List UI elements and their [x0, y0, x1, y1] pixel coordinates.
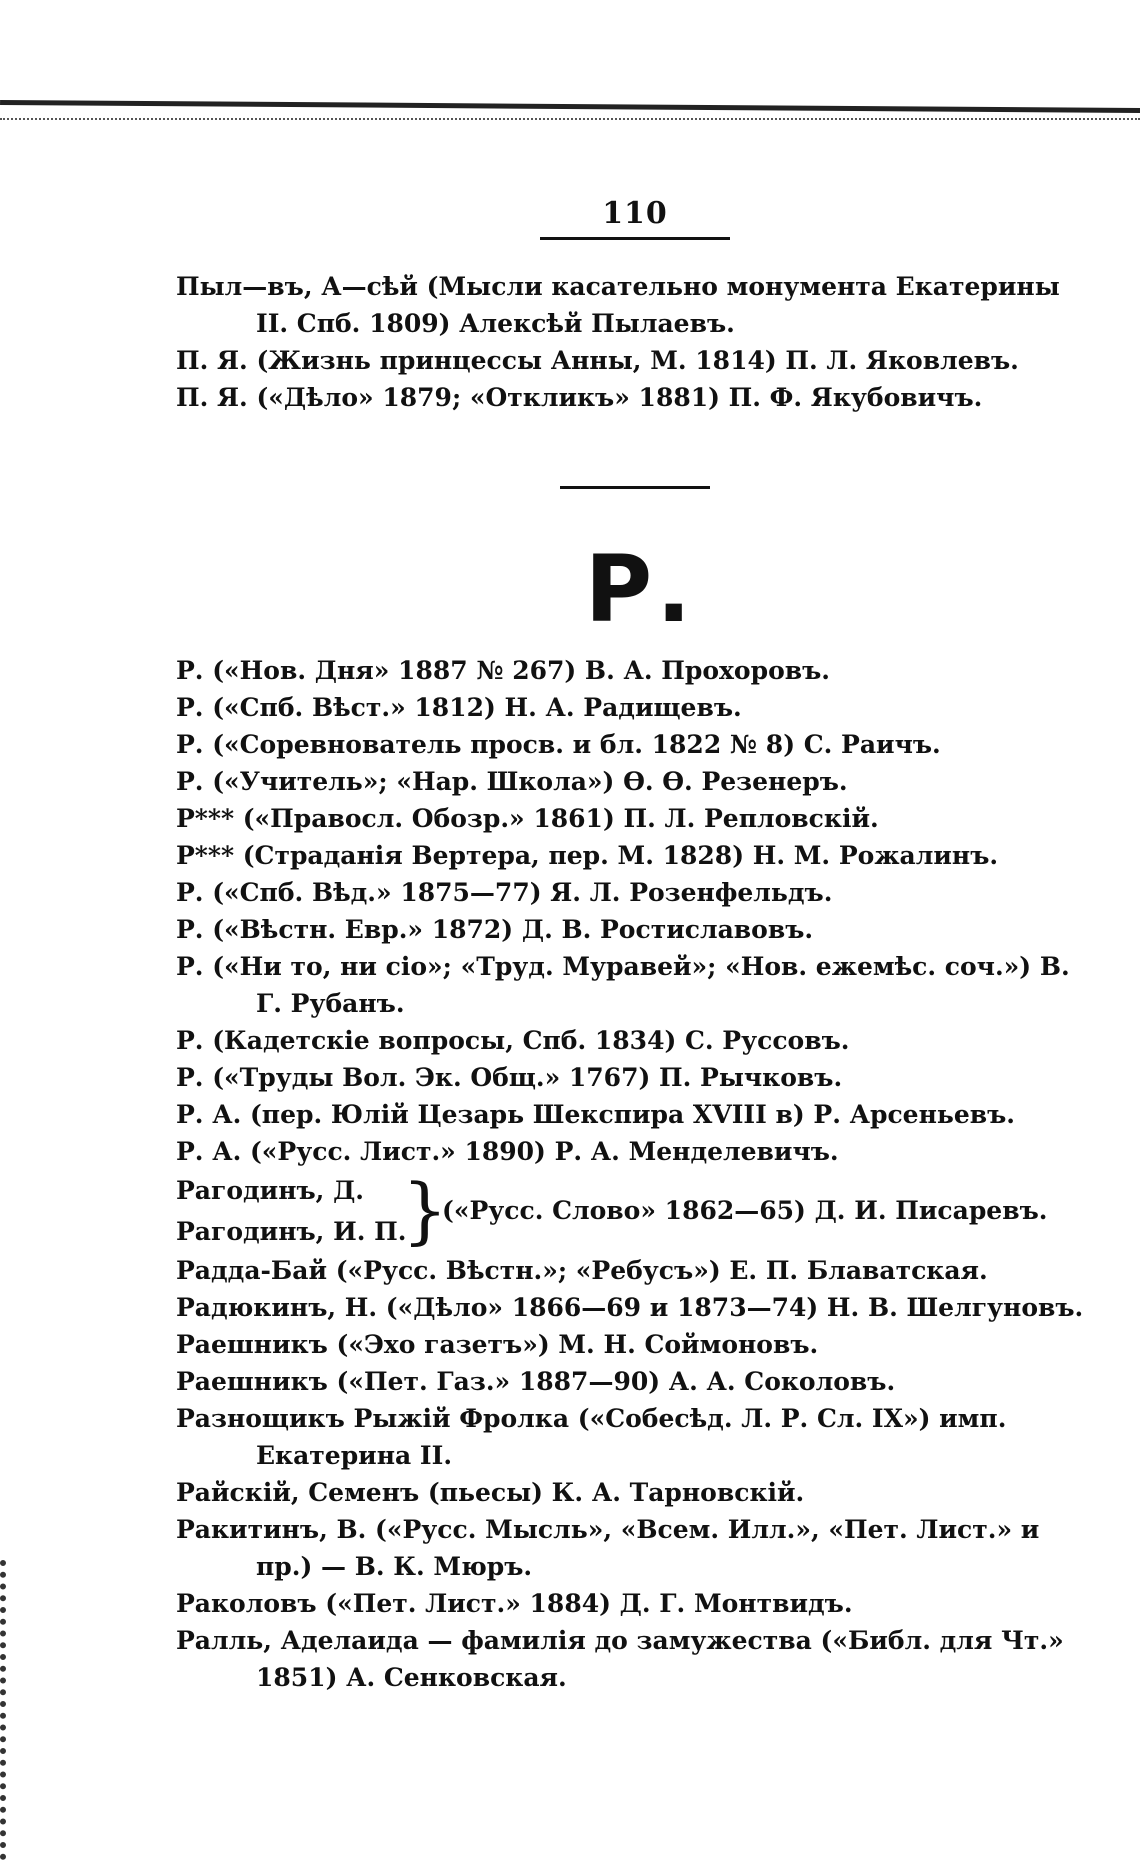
ragodin-names [176, 1170, 406, 1252]
list-item: Радюкинъ, Н. («Дѣло» 1866—69 и 1873—74) Н. В. Шелгуновъ. [176, 1293, 1084, 1322]
list-item: Р. («Спб. Вѣд.» 1875—77) Я. Л. Розенфельдъ. [176, 878, 833, 907]
list-item: Р. («Труды Вол. Эк. Общ.» 1767) П. Рычковъ. [176, 1063, 843, 1092]
top-scan-dots [0, 118, 1140, 120]
ragodin-group [176, 1170, 1096, 1252]
list-item: Ралль, Аделаида — фамилія до замужества («Библ. для Чт.» 1851) А. Сенковская. [176, 1626, 1064, 1692]
left-scan-edge [0, 1560, 16, 1860]
list-item: Р. А. (пер. Юлій Цезарь Шекспира XVIII в) Р. Арсеньевъ. [176, 1100, 1016, 1129]
section-divider [560, 486, 710, 489]
section-heading: Р. [584, 536, 696, 643]
list-item: Р. («Соревнователь просв. и бл. 1822 № 8) С. Раичъ. [176, 730, 941, 759]
list-item: Р. («Вѣстн. Евр.» 1872) Д. В. Ростиславовъ. [176, 915, 814, 944]
list-item: Ракитинъ, В. («Русс. Мысль», «Всем. Илл.», «Пет. Лист.» и пр.) — В. К. Мюръ. [176, 1515, 1040, 1581]
list-item: Р. («Учитель»; «Нар. Школа») Ѳ. Ѳ. Резенеръ. [176, 767, 848, 796]
list-item: Р. А. («Русс. Лист.» 1890) Р. А. Менделевичъ. [176, 1137, 839, 1166]
section-r-entries [176, 652, 1096, 1696]
list-item: Р*** («Правосл. Обозр.» 1861) П. Л. Репловскій. [176, 804, 879, 833]
list-item: Разнощикъ Рыжій Фролка («Собесѣд. Л. Р. Сл. IX») имп. Екатерина II. [176, 1404, 1007, 1470]
list-item: Раешникъ («Пет. Газ.» 1887—90) А. А. Соколовъ. [176, 1367, 896, 1396]
list-item: П. Я. («Дѣло» 1879; «Откликъ» 1881) П. Ф. Якубовичъ. [176, 383, 983, 412]
list-item: Раколовъ («Пет. Лист.» 1884) Д. Г. Монтвидъ. [176, 1589, 853, 1618]
list-item: Р*** (Страданія Вертера, пер. М. 1828) Н. М. Рожалинъ. [176, 841, 999, 870]
list-item: П. Я. (Жизнь принцессы Анны, М. 1814) П. Л. Яковлевъ. [176, 346, 1019, 375]
list-item: Р. («Спб. Вѣст.» 1812) Н. А. Радищевъ. [176, 693, 742, 722]
page-number: 110 [540, 196, 730, 240]
brace-symbol: } [402, 1168, 448, 1252]
list-item: Р. (Кадетскіе вопросы, Спб. 1834) С. Руссовъ. [176, 1026, 850, 1055]
list-item: Радда-Бай («Русс. Вѣстн.»; «Ребусъ») Е. П. Блаватская. [176, 1256, 988, 1285]
ragodin-source: («Русс. Слово» 1862—65) Д. И. Писаревъ. [442, 1196, 1048, 1225]
list-item: Р. («Нов. Дня» 1887 № 267) В. А. Прохоровъ. [176, 656, 830, 685]
ragodin-name-1: Рагодинъ, Д. [176, 1176, 365, 1205]
list-item: Раешникъ («Эхо газетъ») М. Н. Соймоновъ. [176, 1330, 819, 1359]
top-entries [176, 268, 1096, 416]
list-item: Райскій, Семенъ (пьесы) К. А. Тарновскій. [176, 1478, 805, 1507]
list-item: Р. («Ни то, ни сіо»; «Труд. Муравей»; «Нов. ежемѣс. соч.») В. Г. Рубанъ. [176, 952, 1070, 1018]
list-item: Пыл—въ, А—сѣй (Мысли касательно монумента Екатерины II. Спб. 1809) Алексѣй Пылаевъ. [176, 272, 1060, 338]
ragodin-name-2: Рагодинъ, И. П. [176, 1217, 407, 1246]
